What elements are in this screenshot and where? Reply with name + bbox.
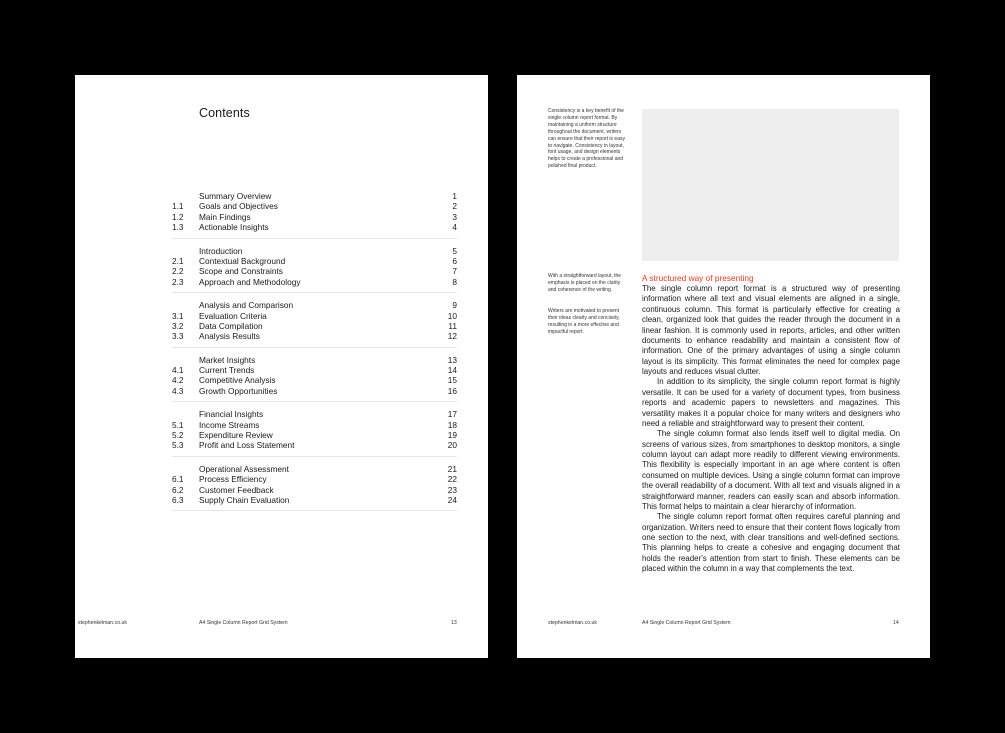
toc-entry-number: 1.3 xyxy=(172,222,184,233)
toc-entry-number xyxy=(172,355,199,365)
toc-entry-label: Goals and Objectives xyxy=(199,201,278,212)
toc-entry-label: Supply Chain Evaluation xyxy=(199,494,290,505)
toc-entry-number xyxy=(172,464,199,474)
toc-entry xyxy=(172,201,457,211)
toc-entry-number: 5.3 xyxy=(172,440,184,451)
toc-entry xyxy=(172,355,457,365)
toc-entry xyxy=(172,440,457,450)
body-text xyxy=(642,284,900,575)
toc-entry-page: 19 xyxy=(447,430,457,441)
toc-entry-label: Process Efficiency xyxy=(199,474,267,485)
toc-entry-label: Financial Insights xyxy=(199,409,264,420)
toc-section xyxy=(172,300,457,348)
toc-entry-page: 12 xyxy=(447,331,457,342)
toc-entry-label: Competitive Analysis xyxy=(199,375,276,386)
footer-site: stephenkelman.co.uk xyxy=(78,620,128,626)
toc-entry xyxy=(172,246,457,256)
toc-entry-number: 1.1 xyxy=(172,201,184,212)
toc-entry-page: 5 xyxy=(452,245,457,256)
footer-doc-title: A4 Single Column Report Grid System xyxy=(199,620,288,626)
body-paragraph: The single column report format often requires careful planning and organization. Writers need to ensure that their content flows logically from one section to the next, with clear transitions and well-defined sections. This planning helps to create a cohesive and engaging document that holds the reader's attention from start to finish. These elements can be placed within the column in a way that complements the text. xyxy=(642,512,900,574)
toc-entry-number: 2.1 xyxy=(172,255,184,266)
toc-entry-page: 8 xyxy=(452,276,457,287)
toc-entry-number: 2.2 xyxy=(172,266,184,277)
body-paragraph: In addition to its simplicity, the single column report format is highly versatile. It can be used for a variety of document types, from business reports and academic papers to newsletters and magazines. This versatility makes it a popular choice for many writers and designers who need a reliable and straightforward way to present their content. xyxy=(642,377,900,428)
toc-entry-label: Market Insights xyxy=(199,354,256,365)
toc-entry-number: 3.1 xyxy=(172,310,184,321)
toc-entry-page: 24 xyxy=(447,494,457,505)
footer-page-number: 13 xyxy=(451,620,457,626)
toc-entry-label: Growth Opportunities xyxy=(199,385,278,396)
toc-entry xyxy=(172,256,457,266)
toc-entry-page: 13 xyxy=(447,354,457,365)
toc-entry-label: Income Streams xyxy=(199,419,260,430)
toc-entry-number xyxy=(172,300,199,310)
toc-entry xyxy=(172,222,457,232)
toc-entry xyxy=(172,331,457,341)
body-paragraph: The single column report format is a structured way of presenting information where all text and visual elements are aligned in a single, continuous column. This format is particularly effective for creating a clean, organized look that guides the reader through the document in a linear fashion. It is commonly used in reports, articles, and other written documents to enhance readability and maintain a consistent flow of information. One of the primary advantages of using a single column layout is its simplicity. This format eliminates the need for complex page layouts and reduces visual clutter. xyxy=(642,284,900,376)
image-placeholder xyxy=(642,109,899,261)
toc-entry xyxy=(172,474,457,484)
toc-entry xyxy=(172,430,457,440)
toc-entry-page: 14 xyxy=(447,365,457,376)
toc-entry-page: 17 xyxy=(447,409,457,420)
toc-entry-number: 4.1 xyxy=(172,365,184,376)
toc-section xyxy=(172,409,457,457)
toc-entry xyxy=(172,266,457,276)
toc-entry-label: Scope and Constraints xyxy=(199,266,283,277)
toc-entry-label: Data Compilation xyxy=(199,320,263,331)
toc-entry xyxy=(172,386,457,396)
toc-entry-page: 23 xyxy=(447,484,457,495)
contents-page xyxy=(75,75,488,658)
table-of-contents xyxy=(172,191,457,518)
body-paragraph: The single column format also lends itself well to digital media. On screens of various sizes, from smartphones to desktop monitors, a single column layout can adapt more readily to different viewing environments. This flexibility is especially important in an age where content is often consumed on multiple devices. Using a single column format can improve the overall readability of a document. With all text and visuals aligned in a straightforward manner, readers can easily scan and absorb information. This format helps to maintain a clear hierarchy of information. xyxy=(642,429,900,511)
toc-section xyxy=(172,464,457,512)
toc-entry-number: 3.2 xyxy=(172,320,184,331)
toc-entry-number: 5.1 xyxy=(172,419,184,430)
toc-entry-page: 10 xyxy=(447,310,457,321)
toc-entry-number: 2.3 xyxy=(172,276,184,287)
toc-entry-label: Analysis and Comparison xyxy=(199,300,294,311)
toc-entry-page: 2 xyxy=(452,201,457,212)
toc-entry xyxy=(172,300,457,310)
toc-entry-number: 4.2 xyxy=(172,375,184,386)
toc-section xyxy=(172,191,457,239)
toc-entry-number xyxy=(172,409,199,419)
toc-entry-number: 6.3 xyxy=(172,494,184,505)
toc-entry-page: 6 xyxy=(452,255,457,266)
toc-entry-page: 22 xyxy=(447,474,457,485)
toc-entry-label: Analysis Results xyxy=(199,331,260,342)
toc-entry-page: 7 xyxy=(452,266,457,277)
toc-entry-number: 1.2 xyxy=(172,211,184,222)
toc-entry xyxy=(172,365,457,375)
toc-entry-label: Operational Assessment xyxy=(199,463,289,474)
toc-entry-number: 5.2 xyxy=(172,430,184,441)
toc-entry-number xyxy=(172,191,199,201)
toc-entry xyxy=(172,485,457,495)
toc-entry xyxy=(172,495,457,505)
footer-site: stephenkelman.co.uk xyxy=(548,620,598,626)
toc-entry-page: 4 xyxy=(452,222,457,233)
side-note-writers: Writers are motivated to present their ideas clearly and concisely, resulting in a more effective and impactful report. xyxy=(548,308,620,335)
toc-entry-label: Customer Feedback xyxy=(199,484,274,495)
toc-entry-page: 21 xyxy=(447,463,457,474)
contents-title: Contents xyxy=(199,106,250,120)
toc-entry-page: 11 xyxy=(448,320,457,331)
toc-entry xyxy=(172,409,457,419)
toc-entry-label: Summary Overview xyxy=(199,191,272,201)
toc-entry xyxy=(172,212,457,222)
toc-entry xyxy=(172,191,457,201)
toc-entry-page: 9 xyxy=(452,300,457,311)
side-note-consistency: Consistency is a key benefit of the single column report format. By maintaining a uniform structure throughout the document, writers can ensure that their report is easy to navigate. Consistency in layout, font usage, and design elements helps to create a professional and polished final product. xyxy=(548,108,625,170)
toc-entry-label: Evaluation Criteria xyxy=(199,310,267,321)
toc-entry-page: 3 xyxy=(452,211,457,222)
toc-entry xyxy=(172,321,457,331)
toc-entry-label: Introduction xyxy=(199,245,243,256)
toc-entry-number: 4.3 xyxy=(172,385,184,396)
section-heading: A structured way of presenting xyxy=(642,273,754,283)
toc-entry-number: 3.3 xyxy=(172,331,184,342)
toc-entry-label: Current Trends xyxy=(199,365,255,376)
toc-entry-label: Actionable Insights xyxy=(199,222,269,233)
toc-entry xyxy=(172,311,457,321)
toc-entry-label: Main Findings xyxy=(199,211,251,222)
toc-entry xyxy=(172,420,457,430)
report-page xyxy=(517,75,930,658)
toc-entry xyxy=(172,277,457,287)
toc-entry xyxy=(172,375,457,385)
toc-entry-page: 15 xyxy=(447,375,457,386)
toc-entry-label: Approach and Methodology xyxy=(199,276,301,287)
toc-entry-page: 16 xyxy=(447,385,457,396)
toc-entry-label: Profit and Loss Statement xyxy=(199,440,295,451)
toc-entry-page: 20 xyxy=(447,440,457,451)
toc-entry xyxy=(172,464,457,474)
footer-page-number: 14 xyxy=(893,620,899,626)
side-note-layout: With a straightforward layout, the emphasis is placed on the clarity and coherence of the writing. xyxy=(548,273,622,293)
footer-doc-title: A4 Single Column Report Grid System xyxy=(642,620,731,626)
toc-entry-number: 6.1 xyxy=(172,474,184,485)
toc-entry-label: Expenditure Review xyxy=(199,430,273,441)
toc-entry-page: 18 xyxy=(447,419,457,430)
toc-section xyxy=(172,246,457,294)
toc-entry-page: 1 xyxy=(452,191,457,201)
toc-entry-label: Contextual Background xyxy=(199,255,286,266)
toc-section xyxy=(172,355,457,403)
toc-entry-number: 6.2 xyxy=(172,484,184,495)
toc-entry-number xyxy=(172,246,199,256)
